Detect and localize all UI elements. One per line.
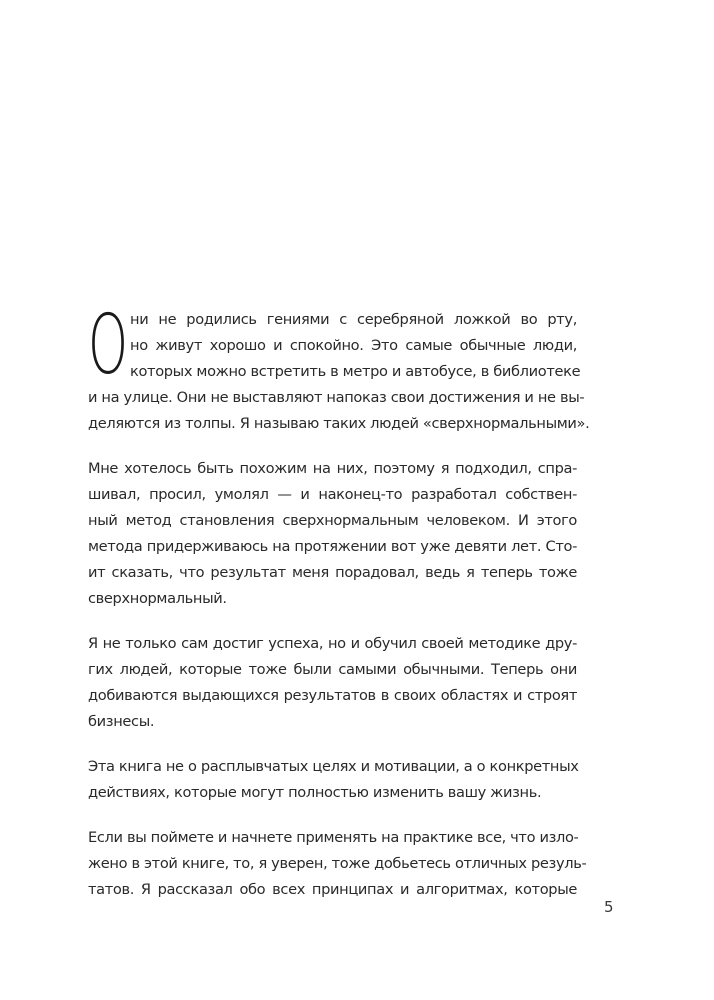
paragraph-3 <box>88 631 577 735</box>
text-line: шивал, просил, умолял — и наконец-то разработал собствен- <box>88 486 577 503</box>
text-line: бизнесы. <box>88 713 155 730</box>
text-line: но живут хорошо и спокойно. Это самые обычные люди, <box>130 337 577 354</box>
paragraph-1 <box>88 298 590 437</box>
text-line: ит сказать, что результат меня порадовал, ведь я теперь тоже <box>88 564 577 581</box>
text-line: гих людей, которые тоже были самыми обычными. Теперь они <box>88 661 577 678</box>
page-number: 5 <box>604 898 614 916</box>
text-line: ни не родились гениями с серебряной ложкой во рту, <box>130 311 577 328</box>
paragraph-4 <box>88 754 577 806</box>
text-line: метода придерживаюсь на протяжении вот уже девяти лет. Сто- <box>88 538 577 555</box>
text-line: татов. Я рассказал обо всех принципах и алгоритмах, которые <box>88 881 577 898</box>
drop-cap: О <box>88 298 129 393</box>
text-line: сверхнормальный. <box>88 590 227 607</box>
paragraph-2 <box>88 456 577 612</box>
body-text <box>88 298 590 922</box>
text-line: которых можно встретить в метро и автобусе, в библиотеке <box>130 363 581 380</box>
text-line: и на улице. Они не выставляют напоказ свои достижения и не вы- <box>88 389 585 406</box>
text-line: Мне хотелось быть похожим на них, поэтому я подходил, спра- <box>88 460 577 477</box>
paragraph-5 <box>88 825 587 903</box>
text-line: Если вы поймете и начнете применять на практике все, что изло- <box>88 829 579 846</box>
text-line: жено в этой книге, то, я уверен, тоже добьетесь отличных резуль- <box>88 855 587 872</box>
text-line: действиях, которые могут полностью изменить вашу жизнь. <box>88 784 542 801</box>
text-line: ный метод становления сверхнормальным человеком. И этого <box>88 512 577 529</box>
text-line: деляются из толпы. Я называю таких людей «сверхнормальными». <box>88 415 590 432</box>
text-line: добиваются выдающихся результатов в своих областях и строят <box>88 687 577 704</box>
text-line: Эта книга не о расплывчатых целях и мотивации, а о конкретных <box>88 758 579 775</box>
text-line: Я не только сам достиг успеха, но и обучил своей методике дру- <box>88 635 577 652</box>
